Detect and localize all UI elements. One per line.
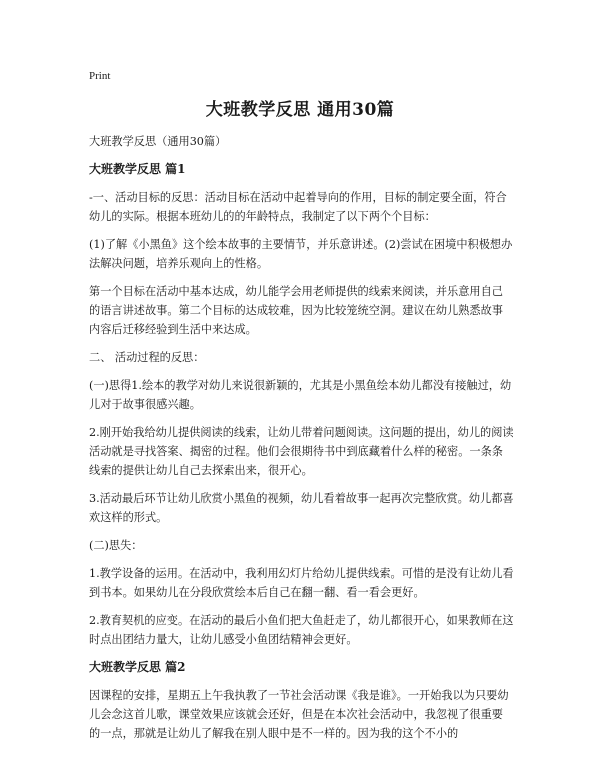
document-body: [89, 132, 514, 752]
section-heading-1: 大班教学反思 篇1: [89, 162, 186, 176]
document-subtitle: 大班教学反思（通用30篇）: [89, 135, 227, 148]
paragraph: 二、 活动过程的反思：: [89, 351, 205, 364]
paragraph: (1)了解《小黑鱼》这个绘本故事的主要情节，并乐意讲述。(2)尝试在困境中积极想办法解决问题，培养乐观向上的性格。: [89, 238, 513, 270]
paragraph: 第一个目标在活动中基本达成，幼儿能学会用老师提供的线索来阅读，并乐意用自己的语言讲述故事。第二个目标的达成较难，因为比较笼统空洞。建议在幼儿熟悉故事内容后迁移经验到生活中来达成。: [89, 285, 503, 336]
section-heading-2: 大班教学反思 篇2: [89, 660, 186, 674]
paragraph: (一)思得1.绘本的教学对幼儿来说很新颖的，尤其是小黑鱼绘本幼儿都没有接触过，幼儿对于故事很感兴趣。: [89, 379, 512, 411]
paragraph: (二)思失：: [89, 539, 143, 552]
paragraph: 2.教育契机的应变。在活动的最后小鱼们把大鱼赶走了，幼儿都很开心，如果教师在这时点出团结力量大，让幼儿感受小鱼团结精神会更好。: [89, 614, 514, 646]
paragraph: 2.刚开始我给幼儿提供阅读的线索，让幼儿带着问题阅读。这问题的提出，幼儿的阅读活动就是寻找答案、揭密的过程。他们会很期待书中到底藏着什么样的秘密。一条条线索的提供让幼儿自己去探索出来，很开心。: [89, 426, 514, 477]
paragraph: -一、活动目标的反思：活动目标在活动中起着导向的作用，目标的制定要全面，符合幼儿的实际。根据本班幼儿的的年龄特点，我制定了以下两个个目标：: [89, 191, 507, 223]
paragraph: 因课程的安排，星期五上午我执教了一节社会活动课《我是谁》。一开始我以为只要幼儿会念这首儿歌，课堂效果应该就会还好，但是在本次社会活动中，我忽视了很重要的一点，那就是让幼儿了解我在别人眼中是不一样的。因为我的这个不小的: [89, 689, 509, 740]
paragraph: 1.教学设备的运用。在活动中，我利用幻灯片给幼儿提供线索。可惜的是没有让幼儿看到书本。如果幼儿在分段欣赏绘本后自己在翻一翻、看一看会更好。: [89, 567, 514, 599]
page-title: 大班教学反思 通用30篇: [205, 100, 395, 120]
print-label: Print: [89, 70, 111, 82]
paragraph: 3.活动最后环节让幼儿欣赏小黑鱼的视频，幼儿看着故事一起再次完整欣赏。幼儿都喜欢这样的形式。: [89, 492, 514, 524]
